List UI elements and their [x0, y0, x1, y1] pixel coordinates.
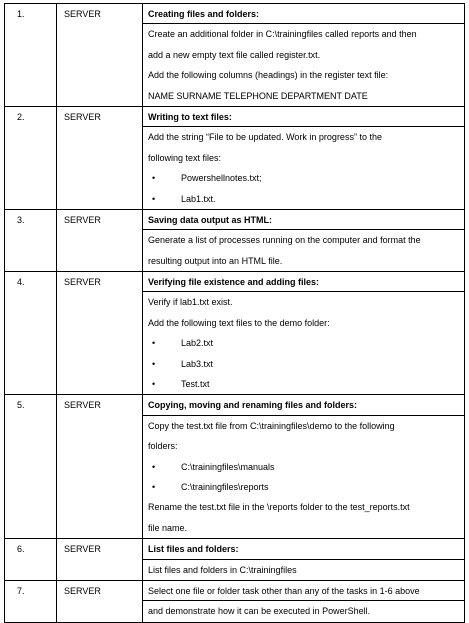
task-text-line: folders:: [148, 441, 178, 452]
task-role: SERVER: [57, 539, 143, 581]
task-text-line: and demonstrate how it can be executed in PowerShell.: [148, 606, 371, 617]
table-row: [5, 106, 465, 209]
task-text-line: NAME SURNAME TELEPHONE DEPARTMENT DATE: [148, 90, 368, 101]
table-row: [5, 272, 465, 395]
task-text-line: Create an additional folder in C:\trainingfiles called reports and then: [148, 29, 417, 40]
task-description: [143, 209, 465, 271]
task-title: Writing to text files:: [143, 107, 464, 127]
task-table-body: [5, 4, 465, 623]
task-role: SERVER: [57, 272, 143, 395]
task-title: Verifying file existence and adding files:: [143, 272, 464, 292]
bullet-item: [148, 457, 464, 477]
task-description: [143, 395, 465, 539]
task-number: 3.: [5, 209, 57, 271]
task-role: SERVER: [57, 106, 143, 209]
task-number: 1.: [5, 4, 57, 107]
bullet-icon: •: [152, 338, 156, 349]
task-text-line: add a new empty text file called register.txt.: [148, 49, 321, 60]
bullet-text: Lab3.txt: [181, 358, 214, 369]
task-text-line: Add the following text files to the demo folder:: [148, 317, 330, 328]
task-text-line: Rename the test.txt file in the \reports folder to the test_reports.txt: [148, 502, 410, 513]
task-description: [143, 4, 465, 107]
bullet-text: C:\trainingfiles\manuals: [181, 461, 275, 472]
task-description: [143, 106, 465, 209]
bullet-text: Test.txt: [181, 379, 210, 390]
bullet-item: [148, 354, 464, 374]
task-number: 5.: [5, 395, 57, 539]
bullet-icon: •: [152, 173, 156, 184]
task-text-line: Verify if lab1.txt exist.: [148, 297, 233, 308]
task-role: SERVER: [57, 4, 143, 107]
task-number: 4.: [5, 272, 57, 395]
task-text-line: Copy the test.txt file from C:\trainingfiles\demo to the following: [148, 420, 395, 431]
bullet-item: [148, 168, 464, 188]
task-number: 6.: [5, 539, 57, 581]
table-row: [5, 539, 465, 581]
task-title: Copying, moving and renaming files and folders:: [143, 395, 464, 415]
bullet-text: Lab2.txt: [181, 338, 214, 349]
task-text-line: Add the following columns (headings) in the register text file:: [148, 70, 389, 81]
bullet-icon: •: [152, 358, 156, 369]
bullet-item: [148, 374, 464, 394]
task-description: [143, 580, 465, 622]
bullet-icon: •: [152, 461, 156, 472]
bullet-text: Powershellnotes.txt;: [181, 173, 262, 184]
task-title: List files and folders:: [143, 539, 464, 559]
task-number: 7.: [5, 580, 57, 622]
bullet-text: Lab1.txt.: [181, 193, 216, 204]
task-title: Saving data output as HTML:: [143, 210, 464, 230]
task-text-line: Select one file or folder task other than any of the tasks in 1-6 above: [143, 581, 464, 601]
task-role: SERVER: [57, 580, 143, 622]
task-role: SERVER: [57, 209, 143, 271]
task-description: [143, 539, 465, 581]
task-number: 2.: [5, 106, 57, 209]
task-text-line: List files and folders in C:\trainingfiles: [148, 564, 297, 575]
bullet-icon: •: [152, 379, 156, 390]
task-text-line: resulting output into an HTML file.: [148, 255, 283, 266]
bullet-icon: •: [152, 193, 156, 204]
task-title: Creating files and folders:: [143, 4, 464, 24]
task-text-line: Generate a list of processes running on the computer and format the: [148, 235, 421, 246]
table-row: [5, 395, 465, 539]
bullet-item: [148, 189, 464, 209]
bullet-item: [148, 477, 464, 497]
bullet-icon: •: [152, 481, 156, 492]
bullet-text: C:\trainingfiles\reports: [181, 481, 269, 492]
bullet-item: [148, 333, 464, 353]
task-text-line: following text files:: [148, 152, 222, 163]
task-text-line: file name.: [148, 522, 188, 533]
task-description: [143, 272, 465, 395]
table-row: [5, 209, 465, 271]
task-text-line: Add the string “File to be updated. Work in progress” to the: [148, 132, 382, 143]
table-row: [5, 4, 465, 107]
task-role: SERVER: [57, 395, 143, 539]
table-row: [5, 580, 465, 622]
task-table: [4, 3, 465, 623]
